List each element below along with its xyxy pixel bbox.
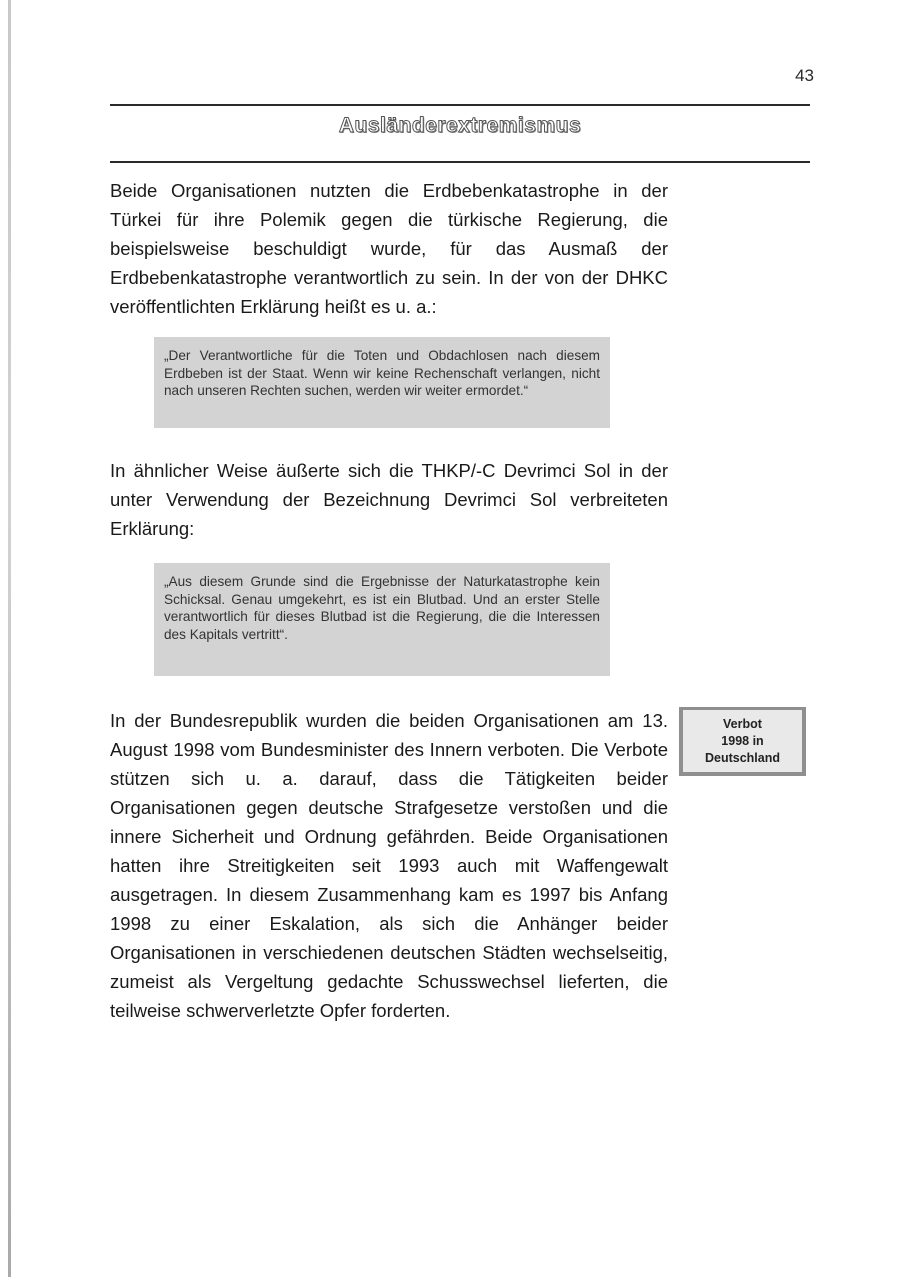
body-paragraph: In der Bundesrepublik wurden die beiden Organisationen am 13. August 1998 vom Bundesminister des Innern verboten. Die Verbote stützen sich u. a. darauf, dass die Tätigkeiten beider Organisationen gegen deutsche Strafgesetze verstoßen und die innere Sicherheit und Ordnung gefährden. Beide Organisationen hatten ihre Streitigkeiten seit 1993 auch mit Waffengewalt ausgetragen. In diesem Zusammenhang kam es 1997 bis Anfang 1998 zu einer Eskalation, als sich die Anhänger beider Organisationen in verschiedenen deutschen Städten wechselseitig, zumeist als Vergeltung gedachte Schusswechsel lieferten, die teilweise schwerverletzte Opfer forderten. <box>110 710 668 1021</box>
margin-note-text: Verbot 1998 in Deutschland <box>704 716 780 765</box>
quote-block: „Der Verantwortliche für die Toten und Obdachlosen nach diesem Erdbeben ist der Staat. Wenn wir keine Rechenschaft verlangen, nicht nach unseren Rechten suchen, werden wir weiter ermordet.“ <box>154 337 610 428</box>
body-paragraph: In ähnlicher Weise äußerte sich die THKP/-C Devrimci Sol in der unter Verwendung der Bezeichnung Devrimci Sol verbreiteten Erklärung: <box>110 460 668 539</box>
margin-note-box <box>679 707 806 776</box>
page-number: 43 <box>795 66 814 85</box>
quote-block: „Aus diesem Grunde sind die Ergebnisse der Naturkatastrophe kein Schicksal. Genau umgekehrt, es ist ein Blutbad. Und an erster Stelle verantwortlich für dieses Blutbad ist die Regierung, die die Interessen des Kapitals vertritt“. <box>154 563 610 676</box>
chapter-title: Ausländerextremismus <box>338 114 582 137</box>
header-rule-bottom <box>110 161 810 163</box>
body-paragraph: Beide Organisationen nutzten die Erdbebenkatastrophe in der Türkei für ihre Polemik gegen die türkische Regierung, die beispielsweise beschuldigt wurde, für das Ausmaß der Erdbebenkatastrophe verantwortlich zu sein. In der von der DHKC veröffentlichten Erklärung heißt es u. a.: <box>110 180 668 317</box>
binding-edge <box>8 0 11 1277</box>
header-rule-top <box>110 104 810 106</box>
